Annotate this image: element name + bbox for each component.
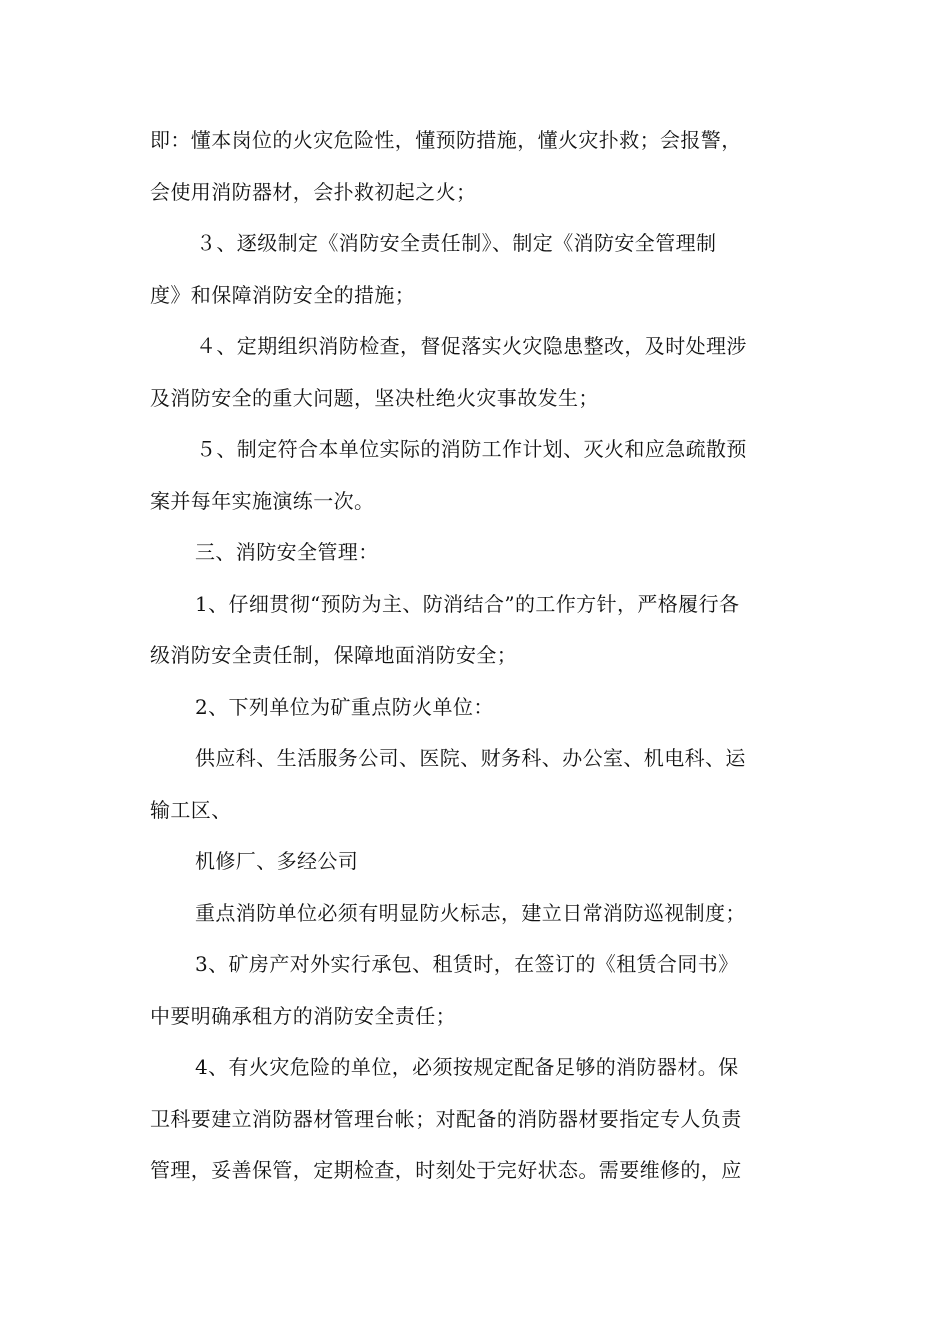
text-line: 机修厂、多经公司	[195, 849, 359, 873]
text-line: 3、矿房产对外实行承包、租赁时，在签订的《租赁合同书》	[195, 952, 739, 976]
text-line: 输工区、	[150, 798, 232, 822]
text-line: ３、逐级制定《消防安全责任制》、制定《消防安全管理制	[196, 231, 717, 255]
text-line: 卫科要建立消防器材管理台帐；对配备的消防器材要指定专人负责	[150, 1107, 742, 1131]
text-line: 管理，妥善保管，定期检查，时刻处于完好状态。需要维修的，应	[150, 1158, 742, 1182]
text-line: 即：懂本岗位的火灾危险性，懂预防措施，懂火灾扑救；会报警，	[150, 128, 742, 152]
text-line: ４、定期组织消防检查，督促落实火灾隐患整改，及时处理涉	[196, 334, 747, 358]
text-line: 重点消防单位必须有明显防火标志，建立日常消防巡视制度；	[195, 901, 746, 925]
text-line: 4、有火灾危险的单位，必须按规定配备足够的消防器材。保	[195, 1055, 739, 1079]
text-line: 度》和保障消防安全的措施；	[150, 283, 416, 307]
text-line: 及消防安全的重大问题，坚决杜绝火灾事故发生；	[150, 386, 599, 410]
text-line: 级消防安全责任制，保障地面消防安全；	[150, 643, 518, 667]
text-line: 1、仔细贯彻“预防为主、防消结合”的工作方针，严格履行各	[195, 592, 740, 616]
text-line: 案并每年实施演练一次。	[150, 489, 375, 513]
text-line: 会使用消防器材，会扑救初起之火；	[150, 180, 477, 204]
text-line: 供应科、生活服务公司、医院、财务科、办公室、机电科、运	[195, 746, 746, 770]
text-line: ５、制定符合本单位实际的消防工作计划、灭火和应急疏散预	[196, 437, 747, 461]
text-line: 2、下列单位为矿重点防火单位：	[195, 695, 494, 719]
text-line: 中要明确承租方的消防安全责任；	[150, 1004, 456, 1028]
section-heading: 三、消防安全管理：	[195, 540, 379, 564]
